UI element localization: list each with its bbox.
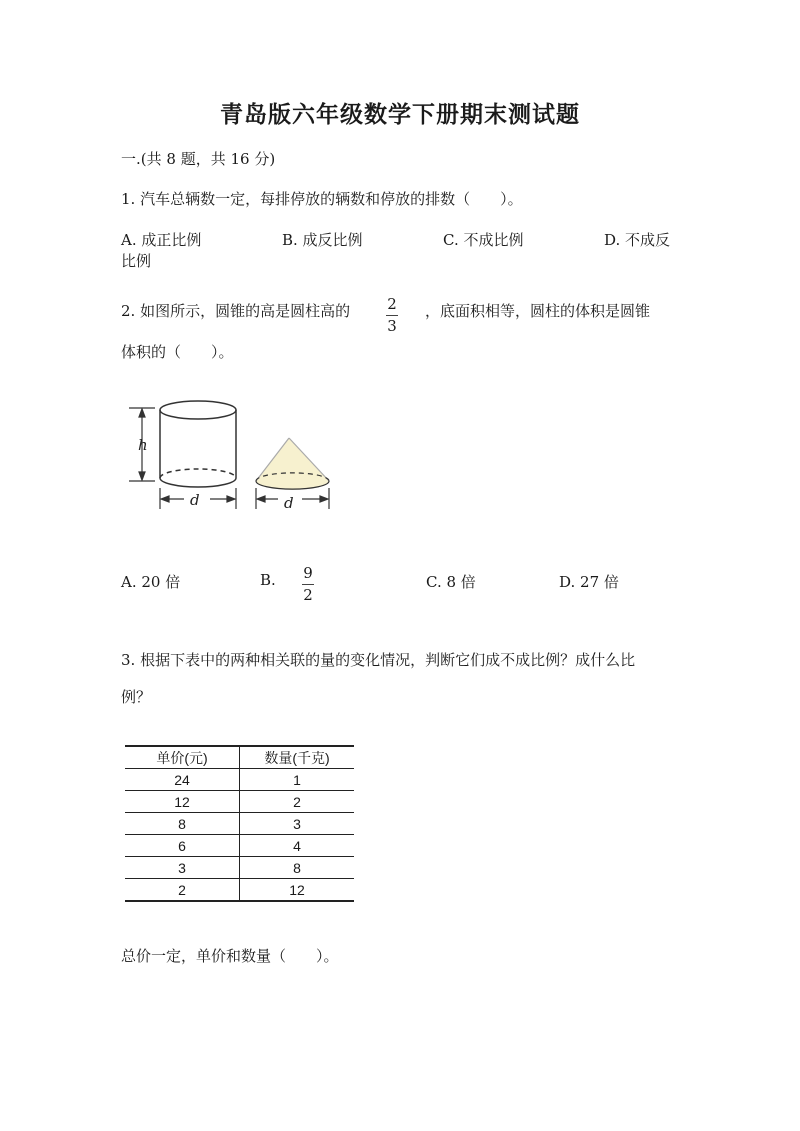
q1-option-d: D. 不成反 xyxy=(604,231,671,249)
table-header-unit-price: 单价(元) xyxy=(125,746,240,769)
question-2-text-after: ，底面积相等，圆柱的体积是圆锥 xyxy=(425,302,651,320)
q2-option-b: B. xyxy=(260,571,276,589)
question-3-statement: 总价一定，单价和数量（ ）。 xyxy=(121,947,339,965)
table-cell: 12 xyxy=(125,791,240,813)
fraction-numerator: 2 xyxy=(387,295,397,313)
fraction-bar xyxy=(386,315,398,316)
q2-option-a: A. 20 倍 xyxy=(121,573,181,591)
table-cell: 8 xyxy=(240,857,355,879)
table-cell: 3 xyxy=(125,857,240,879)
table-cell: 2 xyxy=(240,791,355,813)
table-header-quantity: 数量(千克) xyxy=(240,746,355,769)
table-cell: 3 xyxy=(240,813,355,835)
table-cell: 1 xyxy=(240,769,355,791)
question-2-text-line2: 体积的（ ）。 xyxy=(121,343,234,361)
fraction-bar xyxy=(302,584,314,585)
q1-option-a: A. 成正比例 xyxy=(121,231,202,249)
question-2-text-before: 2. 如图所示，圆锥的高是圆柱高的 xyxy=(121,302,351,320)
q1-option-b: B. 成反比例 xyxy=(282,231,363,249)
table-cell: 24 xyxy=(125,769,240,791)
table-cell: 4 xyxy=(240,835,355,857)
question-3-text-line2: 例？ xyxy=(121,688,152,706)
q2-option-d: D. 27 倍 xyxy=(559,573,619,591)
table-cell: 2 xyxy=(125,879,240,902)
cylinder-cone-figure xyxy=(125,395,340,520)
table-header-row xyxy=(125,746,354,769)
table-row xyxy=(125,879,354,902)
cone-diameter-label: d xyxy=(284,494,294,512)
cone-shape xyxy=(256,438,329,490)
fraction-two-thirds xyxy=(386,297,398,334)
table-row xyxy=(125,791,354,813)
table-row xyxy=(125,857,354,879)
fraction-denominator: 2 xyxy=(303,586,313,604)
fraction-denominator: 3 xyxy=(387,317,397,335)
table-row xyxy=(125,769,354,791)
page-title: 青岛版六年级数学下册期末测试题 xyxy=(220,101,580,128)
height-label: h xyxy=(138,436,148,454)
question-1-text: 1. 汽车总辆数一定，每排停放的辆数和停放的排数（ ）。 xyxy=(121,190,523,208)
cylinder-diameter-label: d xyxy=(190,491,200,509)
q2-option-c: C. 8 倍 xyxy=(426,573,476,591)
table-row xyxy=(125,835,354,857)
table-row xyxy=(125,813,354,835)
section-heading: 一.(共 8 题，共 16 分) xyxy=(121,150,276,168)
table-cell: 6 xyxy=(125,835,240,857)
question-3-text-line1: 3. 根据下表中的两种相关联的量的变化情况，判断它们成不成比例？成什么比 xyxy=(121,651,636,669)
table-cell: 12 xyxy=(240,879,355,902)
fraction-nine-halves xyxy=(302,566,314,603)
fraction-numerator: 9 xyxy=(303,564,313,582)
cylinder-shape xyxy=(160,401,236,487)
table-cell: 8 xyxy=(125,813,240,835)
price-quantity-table xyxy=(125,745,354,902)
q1-option-c: C. 不成比例 xyxy=(443,231,524,249)
q1-option-d-wrap: 比例 xyxy=(121,252,152,270)
